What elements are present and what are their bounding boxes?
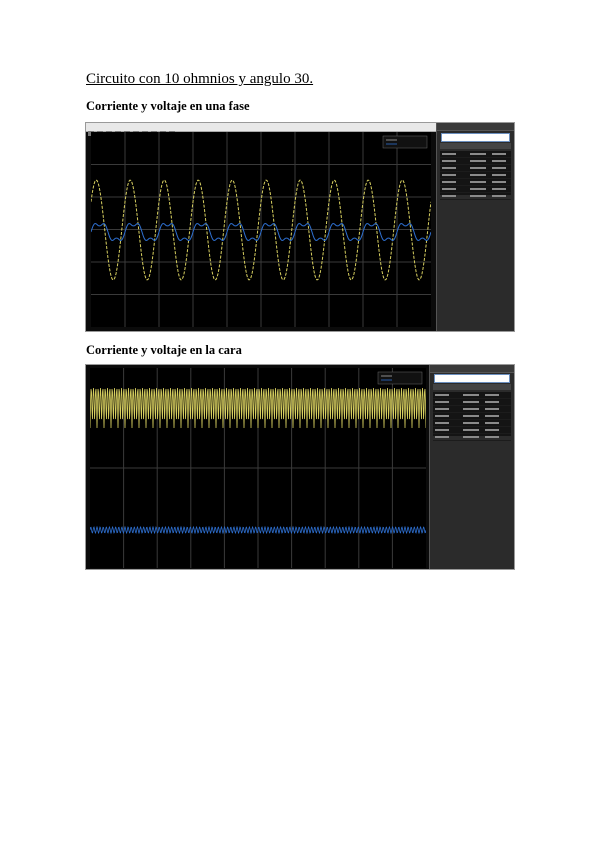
waveform-plot-fase bbox=[91, 132, 431, 327]
measurement-row bbox=[440, 179, 511, 186]
document-title: Circuito con 10 ohmnios y angulo 30. bbox=[86, 71, 314, 87]
measurement-row bbox=[440, 158, 511, 165]
scope-screenshot-fase bbox=[85, 122, 515, 332]
scope-screenshot-cara bbox=[85, 364, 515, 570]
measurement-row bbox=[433, 399, 511, 406]
legend-box bbox=[383, 136, 427, 148]
measurement-row bbox=[433, 392, 511, 399]
measurement-row bbox=[433, 427, 511, 434]
measurement-row bbox=[440, 186, 511, 193]
measurements-panel-cara bbox=[429, 365, 514, 569]
scope-plot-cara bbox=[90, 368, 426, 568]
measurement-row bbox=[440, 193, 511, 200]
measurement-row bbox=[440, 165, 511, 172]
measurement-row bbox=[440, 151, 511, 158]
measurement-row bbox=[433, 434, 511, 441]
section-heading-cara: Corriente y voltaje en la cara bbox=[86, 343, 242, 357]
legend-box bbox=[378, 372, 422, 384]
measurement-row bbox=[433, 413, 511, 420]
measurements-panel-fase bbox=[436, 123, 514, 331]
section-heading-fase: Corriente y voltaje en una fase bbox=[86, 99, 250, 113]
scope-plot-fase bbox=[91, 132, 431, 327]
waveform-plot-cara bbox=[90, 368, 426, 568]
measurement-row bbox=[440, 172, 511, 179]
measurement-row bbox=[433, 406, 511, 413]
measurement-row bbox=[433, 420, 511, 427]
